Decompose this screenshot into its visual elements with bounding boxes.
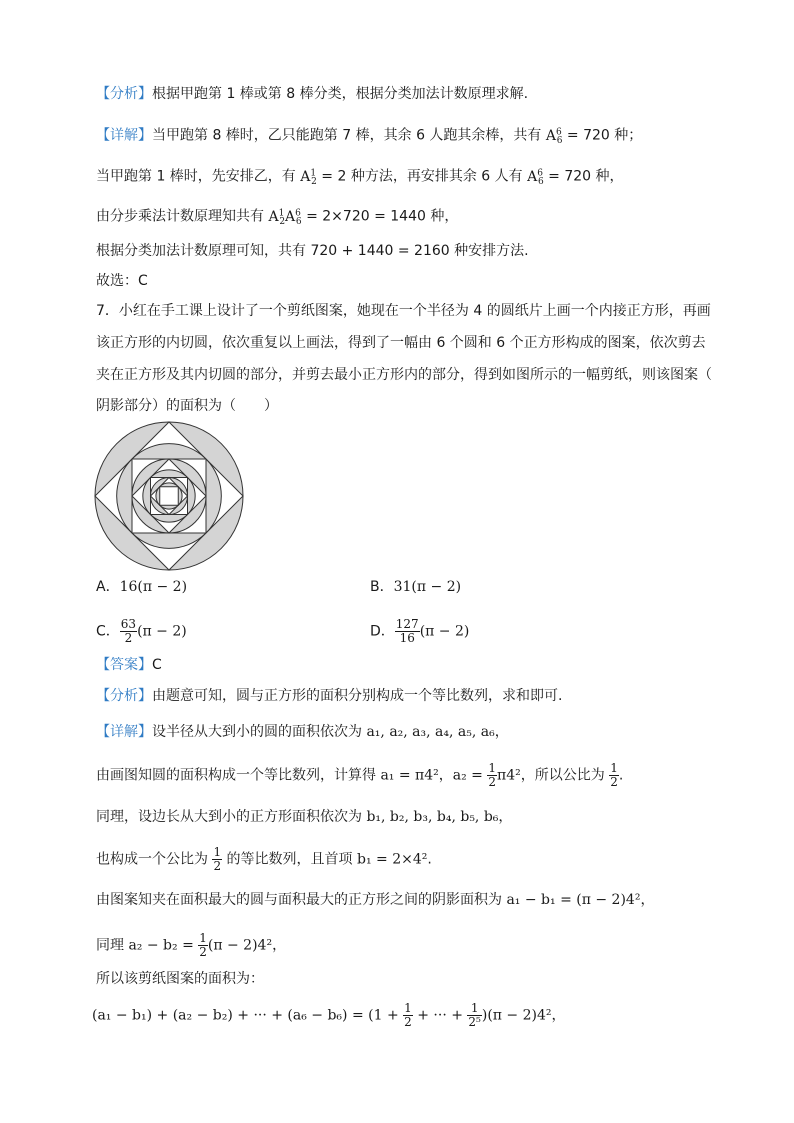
option-d-label: D． bbox=[370, 623, 395, 640]
prev-detail-line-2 bbox=[96, 163, 624, 192]
paper-cut-figure bbox=[94, 421, 244, 571]
detail-line-7: 所以该剪纸图案的面积为： bbox=[96, 971, 264, 987]
answer-line bbox=[96, 655, 162, 675]
prev-detail-line-4: 根据分类加法计数原理可知，共有 720 + 1440 = 2160 种安排方法. bbox=[96, 243, 529, 259]
detail-text: ， bbox=[640, 892, 655, 908]
detail-text: ，所以公比为 bbox=[520, 767, 610, 784]
detail-text: ， bbox=[551, 1007, 566, 1024]
fraction: $\frac{1}{2}$ bbox=[199, 931, 207, 959]
math-expression: a₁, a₂, a₃, a₄, a₅, a₆ bbox=[366, 724, 495, 740]
math-expression: + ··· + bbox=[412, 1007, 468, 1024]
detail-text: = 720 种； bbox=[562, 127, 643, 144]
fraction: $\frac{1}{2}$ bbox=[404, 1001, 412, 1029]
detail-text: 由图案知夹在面积最大的圆与面积最大的正方形之间的阴影面积为 bbox=[96, 892, 507, 908]
option-a-value: 16(π − 2) bbox=[119, 579, 188, 595]
option-b-value: 31(π − 2) bbox=[393, 579, 462, 595]
fraction: $\frac{1}{\text{2⁵}}$ bbox=[468, 1001, 481, 1029]
math-expression: a₂ = bbox=[452, 767, 488, 784]
detail-text: 当甲跑第 1 棒时，先安排乙，有 bbox=[96, 168, 301, 185]
analysis-line bbox=[96, 686, 562, 706]
analysis-tag: 【分析】 bbox=[96, 86, 152, 102]
option-a bbox=[96, 577, 187, 597]
prev-analysis-line bbox=[96, 84, 528, 104]
detail-text: . bbox=[427, 851, 432, 868]
question-line-4: 阴影部分）的面积为（ ） bbox=[96, 398, 278, 414]
math-expression: $A^6_6$ bbox=[527, 168, 544, 188]
detail-text: . bbox=[618, 767, 624, 784]
detail-text: 由分步乘法计数原理知共有 bbox=[96, 208, 269, 225]
detail-line-5 bbox=[96, 890, 654, 910]
answer-tag: 【答案】 bbox=[96, 657, 152, 673]
math-expression: )(π − 2)4² bbox=[481, 1007, 552, 1024]
option-b bbox=[370, 577, 461, 597]
detail-tag: 【详解】 bbox=[96, 724, 152, 740]
detail-text: 的等比数列，且首项 bbox=[222, 851, 357, 868]
detail-text: ， bbox=[272, 937, 287, 954]
detail-line-1 bbox=[96, 722, 509, 742]
detail-line-2 bbox=[96, 762, 623, 789]
fraction: $\frac{1}{2}$ bbox=[213, 845, 222, 873]
math-expression: (a₁ − b₁) + (a₂ − b₂) + ··· + (a₆ − b₆) = (1 + bbox=[92, 1007, 404, 1024]
math-expression: b₁ = 2×4² bbox=[357, 851, 428, 868]
math-expression: a₂ − b₂ = bbox=[128, 937, 199, 954]
math-expression: (π − 2)4² bbox=[207, 937, 273, 954]
option-c-label: C． bbox=[96, 623, 120, 640]
detail-text: ， bbox=[438, 767, 453, 784]
math-expression: a₁ − b₁ = (π − 2)4² bbox=[506, 892, 641, 908]
math-expression: a₁ = π4² bbox=[380, 767, 439, 784]
analysis-text: 根据甲跑第 1 棒或第 8 棒分类，根据分类加法计数原理求解. bbox=[152, 86, 529, 102]
answer-text: C bbox=[152, 657, 162, 673]
analysis-text: 由题意可知，圆与正方形的面积分别构成一个等比数列，求和即可. bbox=[152, 688, 563, 704]
prev-detail-line-3 bbox=[96, 203, 458, 232]
detail-text: = 2×720 = 1440 种， bbox=[301, 208, 459, 225]
option-c bbox=[96, 618, 187, 645]
math-expression: $A^1_2$ bbox=[300, 168, 317, 188]
math-expression: $A^6_6$ bbox=[545, 127, 563, 147]
option-c-value: (π − 2) bbox=[137, 623, 187, 640]
math-expression: b₁, b₂, b₃, b₄, b₅, b₆ bbox=[366, 809, 499, 825]
detail-text: = 720 种， bbox=[543, 168, 624, 185]
detail-text: ， bbox=[494, 724, 509, 740]
detail-tag: 【详解】 bbox=[96, 127, 152, 144]
detail-line-8 bbox=[92, 1002, 566, 1029]
question-line-1: 7．小红在手工课上设计了一个剪纸图案，她现在一个半径为 4 的圆纸片上画一个内接正方形，再画 bbox=[96, 303, 711, 319]
option-b-label: B． bbox=[370, 579, 394, 595]
detail-line-3 bbox=[96, 807, 512, 827]
option-c-fraction: $\frac{63}{2}$ bbox=[120, 617, 137, 645]
prev-choice-line: 故选：C bbox=[96, 273, 148, 289]
prev-detail-line-1 bbox=[96, 122, 642, 151]
detail-text: 也构成一个公比为 bbox=[96, 851, 213, 868]
detail-text: 当甲跑第 8 棒时，乙只能跑第 7 棒，其余 6 人跑其余棒，共有 bbox=[152, 127, 546, 144]
question-line-2: 该正方形的内切圆，依次重复以上画法，得到了一幅由 6 个圆和 6 个正方形构成的图案，依次剪去 bbox=[96, 335, 706, 351]
option-d bbox=[370, 618, 469, 645]
option-a-label: A． bbox=[96, 579, 120, 595]
detail-text: = 2 种方法，再安排其余 6 人有 bbox=[316, 168, 528, 185]
detail-text: 同理 bbox=[96, 937, 129, 954]
option-d-fraction: $\frac{127}{16}$ bbox=[395, 617, 419, 645]
detail-text: 同理，设边长从大到小的正方形面积依次为 bbox=[96, 809, 367, 825]
fraction: $\frac{1}{2}$ bbox=[488, 761, 496, 789]
math-expression: π4² bbox=[497, 767, 521, 784]
detail-text: ， bbox=[498, 809, 513, 825]
question-line-3: 夹在正方形及其内切圆的部分，并剪去最小正方形内的部分，得到如图所示的一幅剪纸，则该图案（ bbox=[96, 367, 712, 383]
detail-text: 设半径从大到小的圆的面积依次为 bbox=[152, 724, 367, 740]
detail-line-4 bbox=[96, 846, 432, 873]
option-d-value: (π − 2) bbox=[419, 623, 470, 640]
fraction: $\frac{1}{2}$ bbox=[610, 761, 618, 789]
detail-line-6 bbox=[96, 932, 286, 959]
math-expression: $A^1_2A^6_6$ bbox=[268, 208, 302, 228]
analysis-tag: 【分析】 bbox=[96, 688, 152, 704]
detail-text: 由画图知圆的面积构成一个等比数列，计算得 bbox=[96, 767, 381, 784]
